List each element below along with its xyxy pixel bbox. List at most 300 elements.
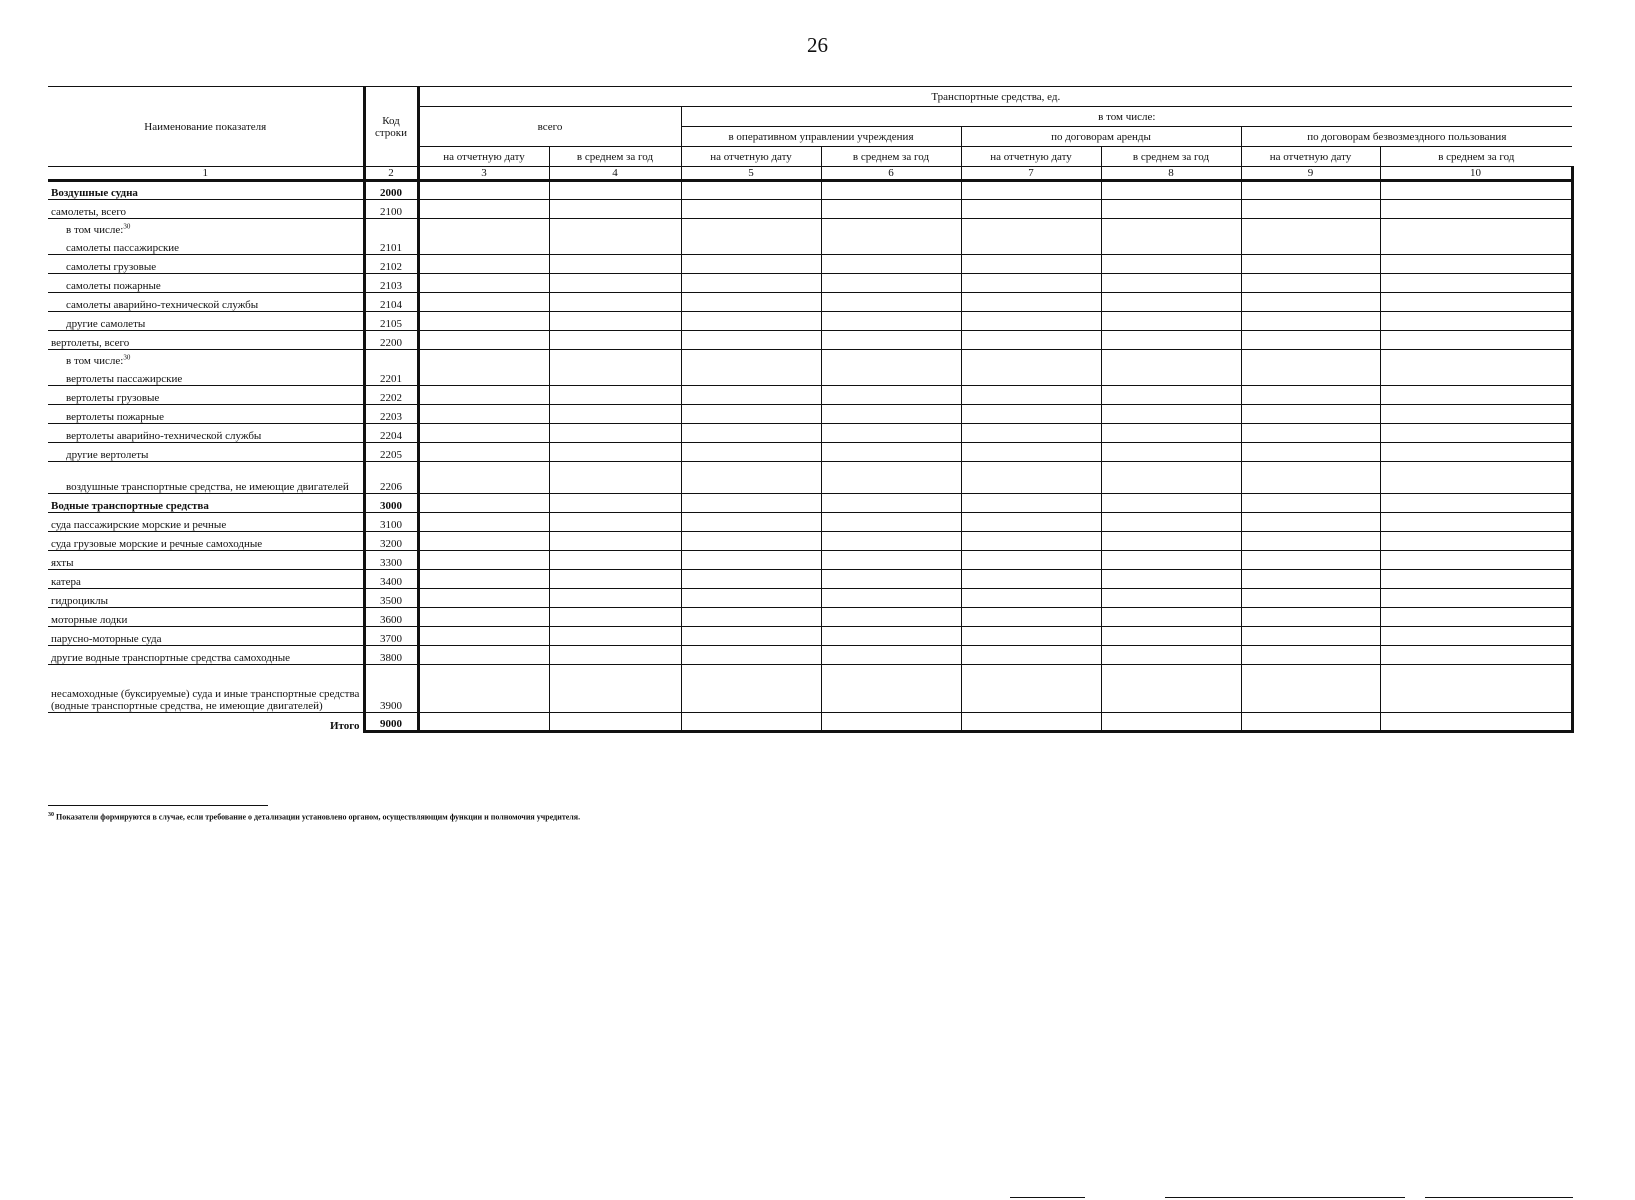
data-cell[interactable] bbox=[549, 627, 681, 646]
data-cell[interactable] bbox=[549, 350, 681, 386]
data-cell[interactable] bbox=[961, 181, 1101, 200]
column-number: 10 bbox=[1380, 167, 1572, 181]
data-cell[interactable] bbox=[681, 608, 821, 627]
row-code: 2202 bbox=[364, 386, 418, 405]
row-code: 2103 bbox=[364, 274, 418, 293]
data-cell[interactable] bbox=[1241, 274, 1380, 293]
data-cell[interactable] bbox=[961, 386, 1101, 405]
row-label-cell bbox=[48, 551, 364, 570]
data-cell[interactable] bbox=[681, 200, 821, 219]
row-code: 3900 bbox=[364, 665, 418, 713]
header-row-code: Код строки bbox=[364, 87, 418, 167]
table-row bbox=[48, 589, 1572, 608]
data-cell[interactable] bbox=[961, 627, 1101, 646]
data-cell[interactable] bbox=[1241, 350, 1380, 386]
data-cell[interactable] bbox=[681, 462, 821, 494]
data-cell[interactable] bbox=[1380, 386, 1572, 405]
data-cell[interactable] bbox=[549, 551, 681, 570]
data-cell[interactable] bbox=[821, 424, 961, 443]
data-cell[interactable] bbox=[549, 570, 681, 589]
row-label: суда пассажирские морские и речные bbox=[51, 519, 227, 531]
data-cell[interactable] bbox=[1101, 219, 1241, 255]
total-data-cell[interactable] bbox=[418, 713, 549, 732]
data-cell[interactable] bbox=[1241, 570, 1380, 589]
bottom-rule bbox=[1165, 1197, 1405, 1198]
data-cell[interactable] bbox=[418, 424, 549, 443]
header-on-date: на отчетную дату bbox=[681, 147, 821, 167]
row-code: 3200 bbox=[364, 532, 418, 551]
data-cell[interactable] bbox=[1241, 513, 1380, 532]
data-cell[interactable] bbox=[961, 293, 1101, 312]
column-number: 2 bbox=[364, 167, 418, 181]
data-cell[interactable] bbox=[418, 443, 549, 462]
row-label-cell bbox=[48, 443, 364, 462]
header-subgroup-free-use: по договорам безвозмездного пользования bbox=[1241, 127, 1572, 147]
data-cell[interactable] bbox=[681, 181, 821, 200]
row-label-cell bbox=[48, 405, 364, 424]
data-cell[interactable] bbox=[821, 513, 961, 532]
data-cell[interactable] bbox=[961, 424, 1101, 443]
header-indicator-name: Наименование показателя bbox=[48, 87, 364, 167]
data-cell[interactable] bbox=[1241, 665, 1380, 713]
data-cell[interactable] bbox=[549, 494, 681, 513]
data-cell[interactable] bbox=[681, 665, 821, 713]
column-number: 5 bbox=[681, 167, 821, 181]
data-cell[interactable] bbox=[418, 551, 549, 570]
data-cell[interactable] bbox=[1380, 494, 1572, 513]
data-cell[interactable] bbox=[549, 424, 681, 443]
row-code: 2200 bbox=[364, 331, 418, 350]
data-cell[interactable] bbox=[1241, 627, 1380, 646]
data-cell[interactable] bbox=[681, 424, 821, 443]
data-cell[interactable] bbox=[1101, 532, 1241, 551]
data-cell[interactable] bbox=[549, 443, 681, 462]
row-code: 2100 bbox=[364, 200, 418, 219]
data-cell[interactable] bbox=[418, 312, 549, 331]
data-cell[interactable] bbox=[1241, 424, 1380, 443]
row-label-cell bbox=[48, 462, 364, 494]
row-note bbox=[66, 355, 360, 367]
data-cell[interactable] bbox=[681, 443, 821, 462]
data-cell[interactable] bbox=[1380, 665, 1572, 713]
data-cell[interactable] bbox=[1101, 627, 1241, 646]
data-cell[interactable] bbox=[418, 255, 549, 274]
data-cell[interactable] bbox=[549, 405, 681, 424]
data-cell[interactable] bbox=[1101, 462, 1241, 494]
column-number: 8 bbox=[1101, 167, 1241, 181]
row-label-cell bbox=[48, 386, 364, 405]
data-cell[interactable] bbox=[681, 646, 821, 665]
data-cell[interactable] bbox=[549, 274, 681, 293]
data-cell[interactable] bbox=[821, 331, 961, 350]
data-cell[interactable] bbox=[1380, 312, 1572, 331]
data-cell[interactable] bbox=[1380, 608, 1572, 627]
data-cell[interactable] bbox=[418, 331, 549, 350]
data-cell[interactable] bbox=[821, 255, 961, 274]
data-cell[interactable] bbox=[1380, 462, 1572, 494]
data-cell[interactable] bbox=[1380, 551, 1572, 570]
data-cell[interactable] bbox=[681, 255, 821, 274]
data-cell[interactable] bbox=[961, 443, 1101, 462]
data-cell[interactable] bbox=[418, 462, 549, 494]
data-cell[interactable] bbox=[821, 274, 961, 293]
data-cell[interactable] bbox=[681, 274, 821, 293]
data-cell[interactable] bbox=[549, 181, 681, 200]
total-data-cell[interactable] bbox=[1380, 713, 1572, 732]
data-cell[interactable] bbox=[681, 513, 821, 532]
data-cell[interactable] bbox=[418, 181, 549, 200]
data-cell[interactable] bbox=[1380, 443, 1572, 462]
row-label: самолеты грузовые bbox=[66, 261, 157, 273]
data-cell[interactable] bbox=[549, 608, 681, 627]
table-row bbox=[48, 331, 1572, 350]
data-cell[interactable] bbox=[1380, 274, 1572, 293]
data-cell[interactable] bbox=[549, 589, 681, 608]
table-row bbox=[48, 255, 1572, 274]
data-cell[interactable] bbox=[961, 494, 1101, 513]
data-cell[interactable] bbox=[961, 665, 1101, 713]
data-cell[interactable] bbox=[821, 443, 961, 462]
table-row bbox=[48, 181, 1572, 200]
data-cell[interactable] bbox=[1101, 312, 1241, 331]
data-cell[interactable] bbox=[821, 589, 961, 608]
row-code: 3100 bbox=[364, 513, 418, 532]
data-cell[interactable] bbox=[1380, 331, 1572, 350]
data-cell[interactable] bbox=[549, 532, 681, 551]
footnote-divider bbox=[48, 805, 268, 806]
table-row bbox=[48, 513, 1572, 532]
data-cell[interactable] bbox=[1241, 443, 1380, 462]
report-table bbox=[48, 86, 1574, 733]
table-row bbox=[48, 293, 1572, 312]
data-cell[interactable] bbox=[1101, 424, 1241, 443]
row-label: несамоходные (буксируемые) суда и иные транспортные средства (водные транспортные средства, не имеющие двигателей) bbox=[51, 688, 360, 712]
data-cell[interactable] bbox=[418, 274, 549, 293]
row-label: Водные транспортные средства bbox=[51, 500, 209, 512]
data-cell[interactable] bbox=[961, 255, 1101, 274]
data-cell[interactable] bbox=[821, 627, 961, 646]
data-cell[interactable] bbox=[1241, 331, 1380, 350]
data-cell[interactable] bbox=[549, 513, 681, 532]
row-label: другие водные транспортные средства самоходные bbox=[51, 652, 291, 664]
row-label: моторные лодки bbox=[51, 614, 128, 626]
total-data-cell[interactable] bbox=[681, 713, 821, 732]
data-cell[interactable] bbox=[821, 494, 961, 513]
data-cell[interactable] bbox=[961, 570, 1101, 589]
data-cell[interactable] bbox=[549, 312, 681, 331]
data-cell[interactable] bbox=[418, 386, 549, 405]
table-header bbox=[48, 87, 1572, 181]
data-cell[interactable] bbox=[1380, 532, 1572, 551]
row-note-text: в том числе: bbox=[66, 355, 124, 367]
data-cell[interactable] bbox=[681, 405, 821, 424]
data-cell[interactable] bbox=[1101, 646, 1241, 665]
data-cell[interactable] bbox=[1101, 255, 1241, 274]
data-cell[interactable] bbox=[418, 532, 549, 551]
data-cell[interactable] bbox=[961, 646, 1101, 665]
row-note-text: в том числе: bbox=[66, 224, 124, 236]
data-cell[interactable] bbox=[1241, 646, 1380, 665]
total-data-cell[interactable] bbox=[821, 713, 961, 732]
data-cell[interactable] bbox=[1101, 570, 1241, 589]
header-subgroup-operational: в оперативном управлении учреждения bbox=[681, 127, 961, 147]
data-cell[interactable] bbox=[549, 200, 681, 219]
data-cell[interactable] bbox=[418, 219, 549, 255]
table-row bbox=[48, 494, 1572, 513]
data-cell[interactable] bbox=[418, 405, 549, 424]
row-label-cell bbox=[48, 255, 364, 274]
data-cell[interactable] bbox=[821, 181, 961, 200]
data-cell[interactable] bbox=[1101, 405, 1241, 424]
data-cell[interactable] bbox=[961, 405, 1101, 424]
data-cell[interactable] bbox=[1380, 405, 1572, 424]
data-cell[interactable] bbox=[549, 219, 681, 255]
data-cell[interactable] bbox=[1241, 386, 1380, 405]
row-label: вертолеты пожарные bbox=[66, 411, 164, 423]
data-cell[interactable] bbox=[418, 646, 549, 665]
row-label: самолеты аварийно-технической службы bbox=[66, 299, 259, 311]
data-cell[interactable] bbox=[1380, 293, 1572, 312]
data-cell[interactable] bbox=[1241, 405, 1380, 424]
data-cell[interactable] bbox=[1380, 627, 1572, 646]
data-cell[interactable] bbox=[821, 293, 961, 312]
data-cell[interactable] bbox=[418, 665, 549, 713]
data-cell[interactable] bbox=[681, 532, 821, 551]
data-cell[interactable] bbox=[1101, 494, 1241, 513]
data-cell[interactable] bbox=[961, 513, 1101, 532]
data-cell[interactable] bbox=[1241, 255, 1380, 274]
data-cell[interactable] bbox=[1380, 424, 1572, 443]
data-cell[interactable] bbox=[681, 551, 821, 570]
data-cell[interactable] bbox=[821, 646, 961, 665]
data-cell[interactable] bbox=[1101, 181, 1241, 200]
data-cell[interactable] bbox=[961, 331, 1101, 350]
data-cell[interactable] bbox=[681, 494, 821, 513]
data-cell[interactable] bbox=[1241, 608, 1380, 627]
column-number: 9 bbox=[1241, 167, 1380, 181]
data-cell[interactable] bbox=[681, 312, 821, 331]
row-code: 3600 bbox=[364, 608, 418, 627]
data-cell[interactable] bbox=[549, 646, 681, 665]
table-row bbox=[48, 424, 1572, 443]
row-code: 2105 bbox=[364, 312, 418, 331]
data-cell[interactable] bbox=[961, 532, 1101, 551]
data-cell[interactable] bbox=[1380, 181, 1572, 200]
data-cell[interactable] bbox=[681, 570, 821, 589]
row-code: 3000 bbox=[364, 494, 418, 513]
data-cell[interactable] bbox=[1241, 312, 1380, 331]
row-label: вертолеты пассажирские bbox=[66, 373, 183, 385]
row-label-cell bbox=[48, 646, 364, 665]
data-cell[interactable] bbox=[1241, 200, 1380, 219]
header-yearly-avg: в среднем за год bbox=[1380, 147, 1572, 167]
data-cell[interactable] bbox=[821, 350, 961, 386]
data-cell[interactable] bbox=[961, 608, 1101, 627]
data-cell[interactable] bbox=[961, 350, 1101, 386]
row-code: 2204 bbox=[364, 424, 418, 443]
data-cell[interactable] bbox=[549, 331, 681, 350]
data-cell[interactable] bbox=[549, 386, 681, 405]
data-cell[interactable] bbox=[961, 312, 1101, 331]
row-label: самолеты пожарные bbox=[66, 280, 161, 292]
data-cell[interactable] bbox=[1101, 386, 1241, 405]
data-cell[interactable] bbox=[1380, 513, 1572, 532]
header-yearly-avg: в среднем за год bbox=[1101, 147, 1241, 167]
data-cell[interactable] bbox=[1241, 462, 1380, 494]
data-cell[interactable] bbox=[1101, 589, 1241, 608]
header-yearly-avg: в среднем за год bbox=[821, 147, 961, 167]
data-cell[interactable] bbox=[821, 386, 961, 405]
bottom-rule bbox=[1010, 1197, 1085, 1198]
data-cell[interactable] bbox=[1101, 665, 1241, 713]
data-cell[interactable] bbox=[681, 331, 821, 350]
row-label: гидроциклы bbox=[51, 595, 108, 607]
data-cell[interactable] bbox=[418, 494, 549, 513]
data-cell[interactable] bbox=[1241, 494, 1380, 513]
table-row bbox=[48, 386, 1572, 405]
column-number: 6 bbox=[821, 167, 961, 181]
data-cell[interactable] bbox=[1380, 589, 1572, 608]
data-cell[interactable] bbox=[961, 589, 1101, 608]
row-note-mark: 30 bbox=[123, 353, 131, 362]
data-cell[interactable] bbox=[1241, 589, 1380, 608]
data-cell[interactable] bbox=[1101, 513, 1241, 532]
data-cell[interactable] bbox=[681, 350, 821, 386]
data-cell[interactable] bbox=[821, 312, 961, 331]
data-cell[interactable] bbox=[418, 627, 549, 646]
data-cell[interactable] bbox=[1241, 181, 1380, 200]
data-cell[interactable] bbox=[1101, 274, 1241, 293]
data-cell[interactable] bbox=[821, 532, 961, 551]
total-data-cell[interactable] bbox=[1101, 713, 1241, 732]
row-label: суда грузовые морские и речные самоходные bbox=[51, 538, 263, 550]
row-code: 2104 bbox=[364, 293, 418, 312]
row-label-cell bbox=[48, 350, 364, 386]
total-data-cell[interactable] bbox=[1241, 713, 1380, 732]
data-cell[interactable] bbox=[1380, 646, 1572, 665]
data-cell[interactable] bbox=[549, 665, 681, 713]
data-cell[interactable] bbox=[821, 405, 961, 424]
column-number: 1 bbox=[48, 167, 364, 181]
data-cell[interactable] bbox=[1101, 443, 1241, 462]
footnote bbox=[48, 812, 580, 822]
data-cell[interactable] bbox=[418, 293, 549, 312]
table-row bbox=[48, 405, 1572, 424]
row-code: 3800 bbox=[364, 646, 418, 665]
data-cell[interactable] bbox=[821, 608, 961, 627]
data-cell[interactable] bbox=[418, 570, 549, 589]
row-code: 3500 bbox=[364, 589, 418, 608]
data-cell[interactable] bbox=[1101, 293, 1241, 312]
bottom-rule bbox=[1425, 1197, 1573, 1198]
table-row bbox=[48, 312, 1572, 331]
data-cell[interactable] bbox=[418, 350, 549, 386]
data-cell[interactable] bbox=[1380, 219, 1572, 255]
row-label-cell bbox=[48, 494, 364, 513]
data-cell[interactable] bbox=[961, 219, 1101, 255]
data-cell[interactable] bbox=[681, 386, 821, 405]
data-cell[interactable] bbox=[549, 462, 681, 494]
data-cell[interactable] bbox=[821, 200, 961, 219]
row-label-cell bbox=[48, 424, 364, 443]
data-cell[interactable] bbox=[1241, 532, 1380, 551]
data-cell[interactable] bbox=[549, 293, 681, 312]
row-code: 3300 bbox=[364, 551, 418, 570]
header-total-group: всего bbox=[418, 107, 681, 147]
row-label-cell bbox=[48, 570, 364, 589]
data-cell[interactable] bbox=[821, 219, 961, 255]
row-label: яхты bbox=[51, 557, 74, 569]
data-cell[interactable] bbox=[1241, 551, 1380, 570]
table-row bbox=[48, 570, 1572, 589]
footnote-mark: 30 bbox=[48, 812, 54, 818]
data-cell[interactable] bbox=[1101, 551, 1241, 570]
data-cell[interactable] bbox=[1101, 350, 1241, 386]
data-cell[interactable] bbox=[418, 200, 549, 219]
row-label: самолеты, всего bbox=[51, 206, 127, 218]
data-cell[interactable] bbox=[1380, 200, 1572, 219]
header-subgroup-lease: по договорам аренды bbox=[961, 127, 1241, 147]
total-data-cell[interactable] bbox=[961, 713, 1101, 732]
data-cell[interactable] bbox=[821, 551, 961, 570]
data-cell[interactable] bbox=[961, 551, 1101, 570]
row-label-cell bbox=[48, 181, 364, 200]
data-cell[interactable] bbox=[821, 462, 961, 494]
header-group-title: Транспортные средства, ед. bbox=[418, 87, 1572, 107]
table-row bbox=[48, 274, 1572, 293]
data-cell[interactable] bbox=[681, 589, 821, 608]
header-yearly-avg: в среднем за год bbox=[549, 147, 681, 167]
data-cell[interactable] bbox=[1241, 293, 1380, 312]
table-row bbox=[48, 551, 1572, 570]
row-label-cell bbox=[48, 312, 364, 331]
row-code: 2201 bbox=[364, 350, 418, 386]
row-label: Воздушные судна bbox=[51, 187, 138, 199]
table-body bbox=[48, 181, 1572, 732]
data-cell[interactable] bbox=[1101, 331, 1241, 350]
data-cell[interactable] bbox=[1380, 570, 1572, 589]
data-cell[interactable] bbox=[961, 274, 1101, 293]
data-cell[interactable] bbox=[1101, 608, 1241, 627]
row-label: другие самолеты bbox=[66, 318, 146, 330]
data-cell[interactable] bbox=[961, 462, 1101, 494]
total-row bbox=[48, 713, 1572, 732]
row-label: воздушные транспортные средства, не имеющие двигателей bbox=[66, 481, 349, 493]
row-label-cell bbox=[48, 665, 364, 713]
data-cell[interactable] bbox=[681, 293, 821, 312]
data-cell[interactable] bbox=[1380, 350, 1572, 386]
data-cell[interactable] bbox=[1101, 200, 1241, 219]
data-cell[interactable] bbox=[1241, 219, 1380, 255]
header-including-group: в том числе: bbox=[681, 107, 1572, 127]
row-label-cell bbox=[48, 274, 364, 293]
data-cell[interactable] bbox=[821, 665, 961, 713]
table-row bbox=[48, 200, 1572, 219]
row-label-cell bbox=[48, 200, 364, 219]
total-data-cell[interactable] bbox=[549, 713, 681, 732]
data-cell[interactable] bbox=[961, 200, 1101, 219]
data-cell[interactable] bbox=[1380, 255, 1572, 274]
row-label-cell bbox=[48, 219, 364, 255]
data-cell[interactable] bbox=[418, 513, 549, 532]
data-cell[interactable] bbox=[549, 255, 681, 274]
row-label-cell bbox=[48, 513, 364, 532]
data-cell[interactable] bbox=[821, 570, 961, 589]
data-cell[interactable] bbox=[418, 589, 549, 608]
data-cell[interactable] bbox=[681, 219, 821, 255]
data-cell[interactable] bbox=[418, 608, 549, 627]
data-cell[interactable] bbox=[681, 627, 821, 646]
